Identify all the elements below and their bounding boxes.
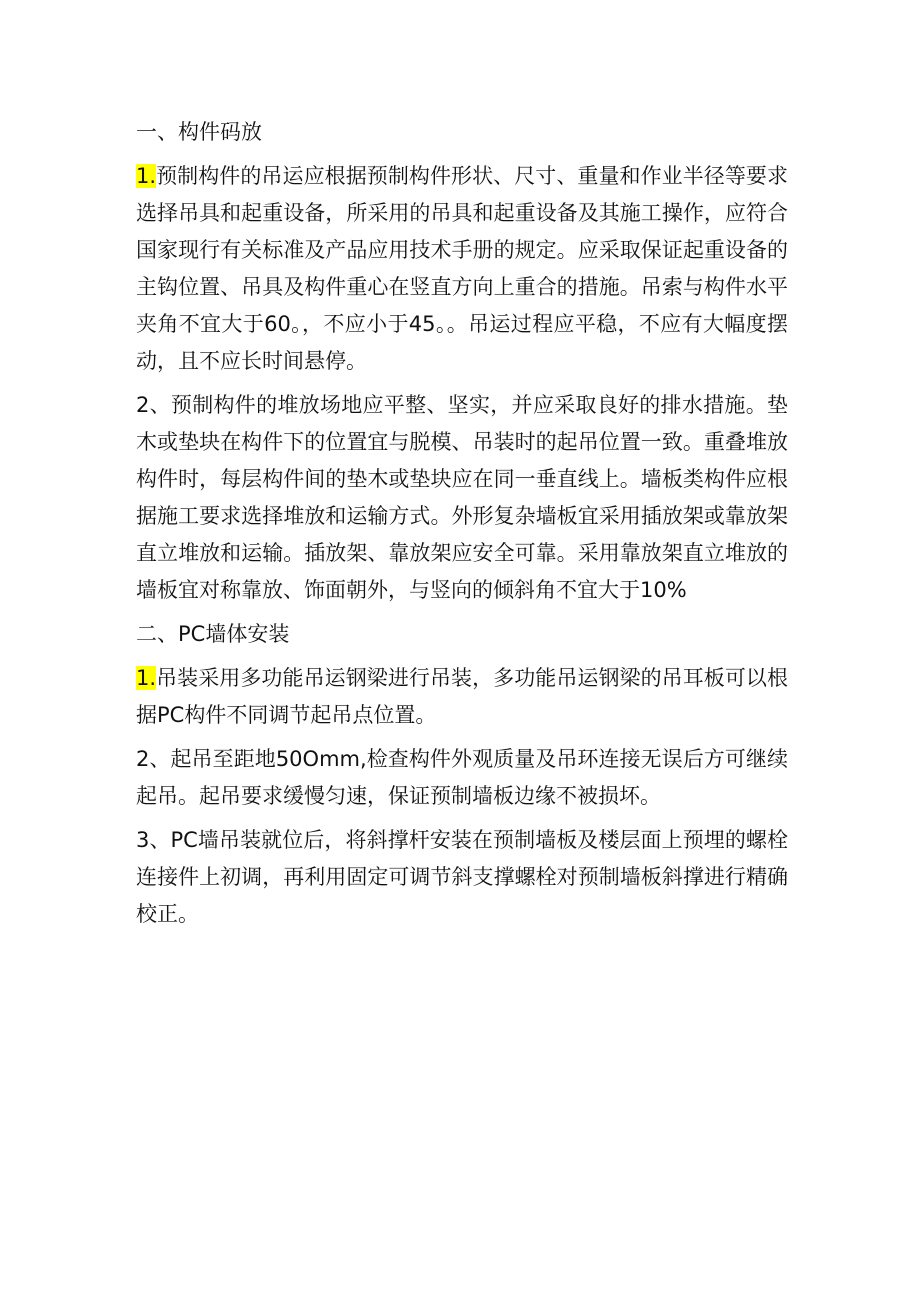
paragraph-text: 2、起吊至距地50Omm,检查构件外观质量及吊环连接无误后方可继续起吊。起吊要求缓慢匀速，保证预制墙板边缘不被损坏。 <box>136 747 788 808</box>
paragraph-text: 2、预制构件的堆放场地应平整、坚实，并应采取良好的排水措施。垫木或垫块在构件下的位置宜与脱模、吊装时的起吊位置一致。重叠堆放构件时，每层构件间的垫木或垫块应在同一垂直线上。墙板类构件应根据施工要求选择堆放和运输方式。外形复杂墙板宜采用插放架或靠放架直立堆放和运输。插放架、靠放架应安全可靠。采用靠放架直立堆放的墙板宜对称靠放、饰面朝外，与竖向的倾斜角不宜大于10% <box>136 393 788 602</box>
highlighted-item-number: 1. <box>136 164 157 188</box>
highlighted-item-number: 1. <box>136 666 157 690</box>
paragraph-text: 3、PC墙吊装就位后，将斜撑杆安装在预制墙板及楼层面上预埋的螺栓连接件上初调，再利用固定可调节斜支撑螺栓对预制墙板斜撑进行精确校正。 <box>136 828 788 926</box>
paragraph-2-1 <box>136 660 788 734</box>
document-body <box>136 114 788 933</box>
paragraph-1-2 <box>136 387 788 609</box>
paragraph-text: 预制构件的吊运应根据预制构件形状、尺寸、重量和作业半径等要求选择吊具和起重设备，所采用的吊具和起重设备及其施工操作，应符合国家现行有关标准及产品应用技术手册的规定。应采取保证起重设备的主钩位置、吊具及构件重心在竖直方向上重合的措施。吊索与构件水平夹角不宜大于60。，不应小于45。。吊运过程应平稳，不应有大幅度摆动，且不应长时间悬停。 <box>136 164 788 373</box>
paragraph-text: 吊装采用多功能吊运钢梁进行吊装，多功能吊运钢梁的吊耳板可以根据PC构件不同调节起吊点位置。 <box>136 666 788 727</box>
paragraph-2-2 <box>136 741 788 815</box>
section-heading-1: 一、构件码放 <box>136 120 262 144</box>
paragraph-1-1 <box>136 158 788 380</box>
paragraph-2-3 <box>136 822 788 933</box>
section-heading-2: 二、PC墙体安装 <box>136 622 290 646</box>
